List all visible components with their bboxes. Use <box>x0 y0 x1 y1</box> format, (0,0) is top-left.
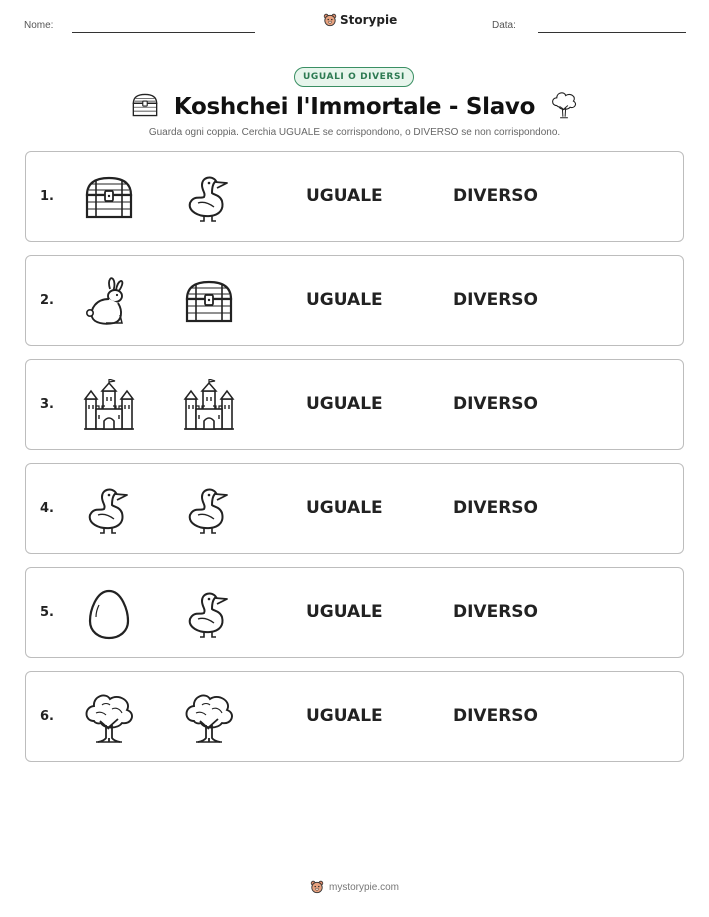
pair-row-1 <box>25 151 684 242</box>
date-field[interactable] <box>538 32 686 33</box>
pair-row-3 <box>25 359 684 450</box>
option-same[interactable]: UGUALE <box>306 706 383 726</box>
brand-name: Storypie <box>340 13 398 27</box>
chest-icon <box>82 171 136 225</box>
page-title: Koshchei l'Immortale - Slavo <box>173 94 536 120</box>
date-label: Data: <box>492 20 516 31</box>
name-field[interactable] <box>72 32 255 33</box>
chest-icon <box>182 275 236 329</box>
row-number: 4. <box>40 501 54 516</box>
option-same[interactable]: UGUALE <box>306 290 383 310</box>
option-different[interactable]: DIVERSO <box>453 498 538 518</box>
option-different[interactable]: DIVERSO <box>453 394 538 414</box>
duck-icon <box>182 483 236 537</box>
castle-icon <box>182 379 236 433</box>
row-number: 1. <box>40 189 54 204</box>
pair-row-5 <box>25 567 684 658</box>
row-number: 2. <box>40 293 54 308</box>
duck-icon <box>82 483 136 537</box>
option-same[interactable]: UGUALE <box>306 394 383 414</box>
row-number: 6. <box>40 709 54 724</box>
title-row <box>0 90 709 124</box>
footer-site: mystorypie.com <box>328 881 399 893</box>
egg-icon <box>82 587 136 641</box>
name-label: Nome: <box>24 20 54 31</box>
footer <box>0 880 709 894</box>
option-same[interactable]: UGUALE <box>306 498 383 518</box>
option-different[interactable]: DIVERSO <box>453 186 538 206</box>
treasure-chest-icon <box>130 90 160 124</box>
duck-icon <box>182 587 236 641</box>
rabbit-icon <box>82 275 136 329</box>
bear-logo-icon <box>323 13 337 27</box>
bear-logo-icon <box>310 880 324 894</box>
row-number: 3. <box>40 397 54 412</box>
tree-icon <box>82 691 136 745</box>
option-different[interactable]: DIVERSO <box>453 602 538 622</box>
instructions: Guarda ogni coppia. Cerchia UGUALE se corrispondono, o DIVERSO se non corrispondono. <box>148 127 561 138</box>
tree-icon <box>182 691 236 745</box>
row-number: 5. <box>40 605 54 620</box>
worksheet-type-badge: UGUALI O DIVERSI <box>294 67 414 87</box>
option-different[interactable]: DIVERSO <box>453 290 538 310</box>
duck-icon <box>182 171 236 225</box>
pair-row-4 <box>25 463 684 554</box>
castle-icon <box>82 379 136 433</box>
pair-row-2 <box>25 255 684 346</box>
brand-logo <box>323 13 397 27</box>
tree-icon <box>549 90 579 124</box>
option-same[interactable]: UGUALE <box>306 602 383 622</box>
option-same[interactable]: UGUALE <box>306 186 383 206</box>
option-different[interactable]: DIVERSO <box>453 706 538 726</box>
pair-row-6 <box>25 671 684 762</box>
